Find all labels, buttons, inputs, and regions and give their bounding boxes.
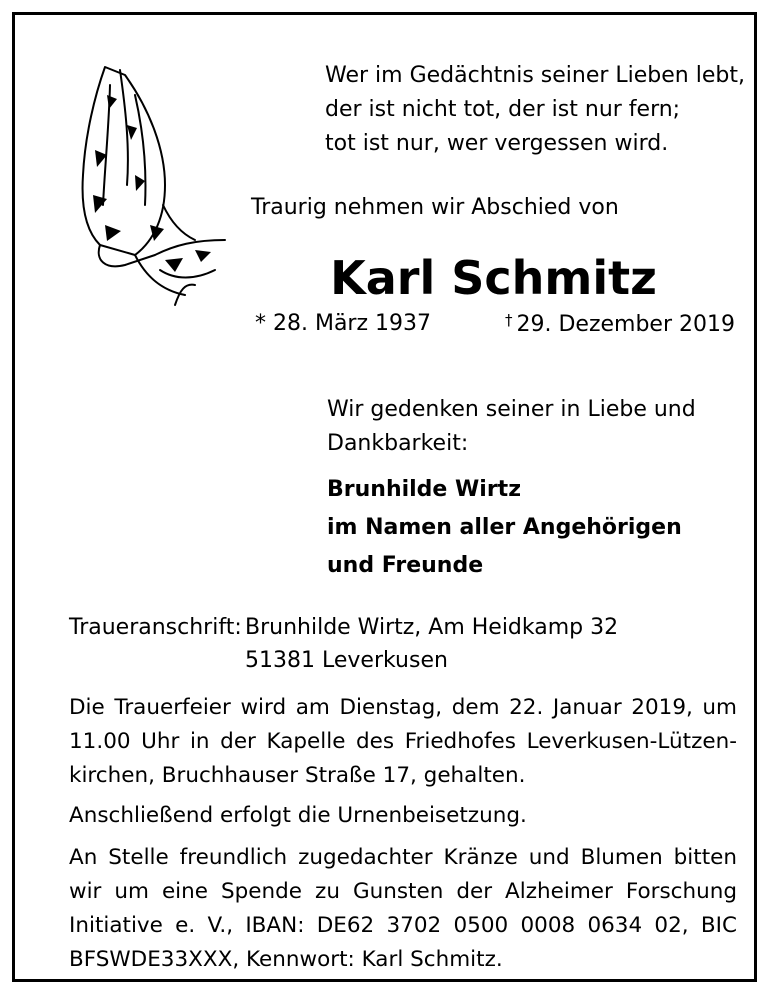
verse-line-2: der ist nicht tot, der ist nur fern; bbox=[325, 97, 681, 122]
deceased-name: Karl Schmitz bbox=[330, 251, 657, 305]
death-date bbox=[505, 311, 735, 337]
remembrance-text bbox=[327, 393, 696, 461]
cross-icon: † bbox=[505, 311, 513, 329]
verse-line-3: tot ist nur, wer vergessen wird. bbox=[325, 131, 669, 156]
obituary-frame bbox=[12, 12, 757, 982]
address-label: Traueranschrift: bbox=[69, 615, 242, 640]
ceremony-info: Die Trauerfeier wird am Dienstag, dem 22. Januar 2019, um 11.00 Uhr in der Kapelle des Friedhofes Leverkusen-Lützenkirchen, Bruchhauser Straße 17, gehalten. bbox=[69, 695, 737, 788]
mourners-signature bbox=[327, 471, 682, 585]
farewell-intro: Traurig nehmen wir Abschied von bbox=[251, 195, 619, 220]
remembrance-line-1: Wir gedenken seiner in Liebe und bbox=[327, 397, 696, 422]
burial-info: Anschließend erfolgt die Urnenbeisetzung. bbox=[69, 803, 527, 828]
death-date-text: 29. Dezember 2019 bbox=[516, 312, 735, 337]
donation-info: An Stelle freundlich zugedachter Kränze und Blumen bitten wir um eine Spende zu Gunsten der Alzheimer Forschung Initiative e. V., IBAN: DE62 3702 0500 0008 0634 02, BIC BFSWDE33XXX, Kennwort: Karl Schmitz. bbox=[69, 845, 737, 972]
memorial-verse bbox=[325, 59, 745, 161]
birth-date: * 28. März 1937 bbox=[255, 311, 432, 336]
mourners-line-3: und Freunde bbox=[327, 553, 484, 578]
verse-line-1: Wer im Gedächtnis seiner Lieben lebt, bbox=[325, 63, 745, 88]
praying-hands-icon bbox=[65, 55, 245, 315]
address-line-2: 51381 Leverkusen bbox=[245, 648, 448, 673]
mourner-name: Brunhilde Wirtz bbox=[327, 477, 521, 502]
remembrance-line-2: Dankbarkeit: bbox=[327, 431, 469, 456]
address-line-1: Brunhilde Wirtz, Am Heidkamp 32 bbox=[245, 615, 619, 640]
mourners-line-2: im Namen aller Angehörigen bbox=[327, 515, 682, 540]
